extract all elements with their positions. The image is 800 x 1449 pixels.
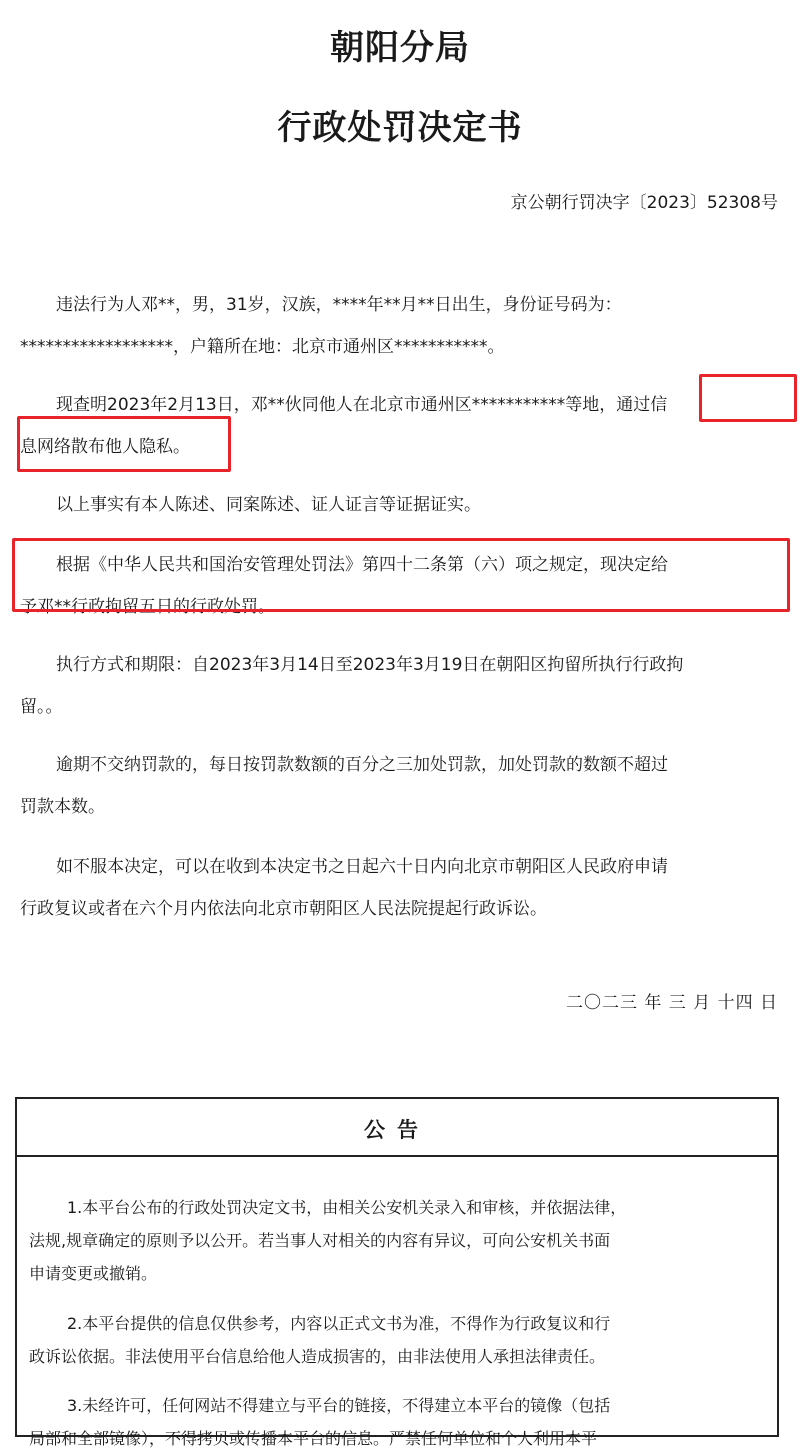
paragraph-offender-line-1: 违法行为人邓**，男，31岁，汉族，****年**月**日出生，身份证号码为： <box>56 295 622 315</box>
notice-item-1-line-2: 法规,规章确定的原则予以公开。若当事人对相关的内容有异议，可向公安机关书面 <box>29 1231 611 1250</box>
notice-header <box>17 1099 777 1157</box>
paragraph-ruling-line-2: 予邓**行政拘留五日的行政处罚。 <box>20 597 275 617</box>
paragraph-offender-line-2: ******************，户籍所在地：北京市通州区***********。 <box>20 337 505 357</box>
notice-title: 公告 <box>364 1118 430 1142</box>
notice-item-1-line-1: 1.本平台公布的行政处罚决定文书，由相关公安机关录入和审核，并依据法律， <box>67 1198 627 1217</box>
paragraph-execution-line-1: 执行方式和期限：自2023年3月14日至2023年3月19日在朝阳区拘留所执行行政拘 <box>56 655 684 675</box>
issuing-authority: 朝阳分局 <box>330 28 470 68</box>
highlight-box-ruling <box>12 538 790 612</box>
paragraph-execution-line-2: 留。。 <box>20 697 63 717</box>
document-title: 行政处罚决定书 <box>277 108 523 148</box>
highlight-box-violation-part2 <box>17 416 231 472</box>
paragraph-overdue-line-1: 逾期不交纳罚款的，每日按罚款数额的百分之三加处罚款，加处罚款的数额不超过 <box>56 755 668 775</box>
highlight-box-violation-part1 <box>699 374 797 422</box>
paragraph-facts-line-1: 现查明2023年2月13日，邓**伙同他人在北京市通州区***********等地，通过信 <box>56 395 668 415</box>
paragraph-evidence: 以上事实有本人陈述、同案陈述、证人证言等证据证实。 <box>56 495 481 515</box>
notice-item-2-line-1: 2.本平台提供的信息仅供参考，内容以正式文书为准，不得作为行政复议和行 <box>67 1314 611 1333</box>
paragraph-overdue-line-2: 罚款本数。 <box>20 797 105 817</box>
paragraph-appeal-line-2: 行政复议或者在六个月内依法向北京市朝阳区人民法院提起行政诉讼。 <box>20 899 547 919</box>
notice-item-2-line-2: 政诉讼依据。非法使用平台信息给他人造成损害的，由非法使用人承担法律责任。 <box>29 1347 606 1366</box>
decision-date: 二〇二三 年 三 月 十四 日 <box>565 993 778 1013</box>
paragraph-facts-line-2: 息网络散布他人隐私。 <box>20 437 190 457</box>
notice-panel <box>15 1097 779 1448</box>
paragraph-ruling-line-1: 根据《中华人民共和国治安管理处罚法》第四十二条第（六）项之规定，现决定给 <box>56 555 668 575</box>
notice-item-1-line-3: 申请变更或撤销。 <box>29 1264 158 1283</box>
document-number: 京公朝行罚决字〔2023〕52308号 <box>510 193 778 213</box>
notice-item-3-line-1: 3.未经许可，任何网站不得建立与平台的链接，不得建立本平台的镜像（包括 <box>67 1396 611 1415</box>
paragraph-appeal-line-1: 如不服本决定，可以在收到本决定书之日起六十日内向北京市朝阳区人民政府申请 <box>56 857 668 877</box>
notice-item-3-line-2: 局部和全部镜像），不得拷贝或传播本平台的信息。严禁任何单位和个人利用本平 <box>29 1429 598 1448</box>
